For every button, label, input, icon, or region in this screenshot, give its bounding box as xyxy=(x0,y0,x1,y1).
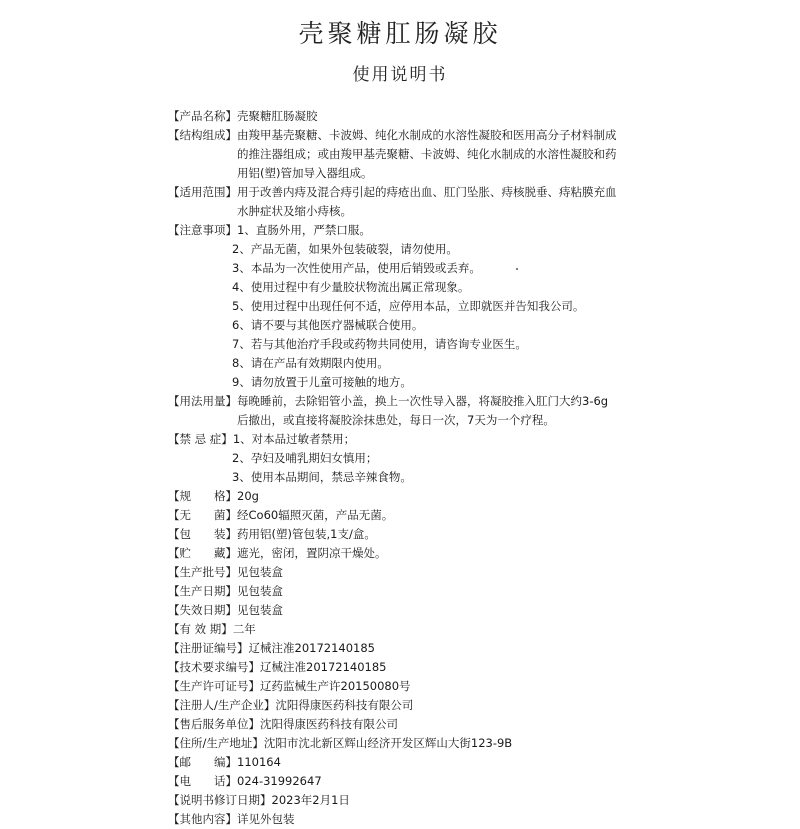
field-label: 【其他内容】 xyxy=(168,812,237,826)
field-row xyxy=(168,791,618,810)
field-value-text: 1、直肠外用，严禁口服。 xyxy=(237,223,371,237)
field-value xyxy=(237,582,618,601)
field-value xyxy=(237,810,618,829)
field-value-text: 见包装盒 xyxy=(237,565,283,579)
field-value xyxy=(237,563,618,582)
field-row xyxy=(168,582,618,601)
field-label: 【生产许可证号】 xyxy=(168,679,260,693)
field-row xyxy=(168,601,618,620)
field-row xyxy=(168,126,618,183)
field-value xyxy=(260,715,618,734)
list-item: 3、本品为一次性使用产品，使用后销毁或丢弃。 xyxy=(232,261,481,275)
field-label: 【说明书修订日期】 xyxy=(168,793,272,807)
field-label: 【住所/生产地址】 xyxy=(168,736,264,750)
field-value-text: 辽械注准20172140185 xyxy=(260,660,387,674)
field-value xyxy=(237,753,618,772)
document-subtitle: 使用说明书 xyxy=(352,65,448,85)
field-value-text: 沈阳得康医药科技有限公司 xyxy=(260,717,398,731)
field-value xyxy=(275,696,618,715)
field-value xyxy=(237,506,618,525)
field-row xyxy=(168,430,618,449)
field-value-text: 详见外包装 xyxy=(237,812,295,826)
list-item: 5、使用过程中出现任何不适，应停用本品，立即就医并告知我公司。 xyxy=(232,299,585,313)
field-label: 【无 菌】 xyxy=(168,508,237,522)
field-value-text: 壳聚糖肛肠凝胶 xyxy=(237,109,318,123)
list-item: 9、请勿放置于儿童可接触的地方。 xyxy=(232,375,412,389)
field-label: 【结构组成】 xyxy=(168,128,237,142)
field-value-text: 由羧甲基壳聚糖、卡波姆、纯化水制成的水溶性凝胶和医用高分子材料制成的推注器组成；或由羧甲基壳聚糖、卡波姆、纯化水制成的水溶性凝胶和药用铝(塑)管加导入器组成。 xyxy=(237,128,617,180)
field-value xyxy=(237,487,618,506)
field-value-text: 见包装盒 xyxy=(237,584,283,598)
field-row xyxy=(168,544,618,563)
field-value-text: 用于改善内痔及混合痔引起的痔疮出血、肛门坠胀、痔核脱垂、痔粘膜充血水肿症状及缩小痔核。 xyxy=(237,185,617,218)
field-row xyxy=(168,677,618,696)
field-row xyxy=(168,696,618,715)
field-row xyxy=(168,563,618,582)
field-label: 【售后服务单位】 xyxy=(168,717,260,731)
field-label: 【注意事项】 xyxy=(168,223,237,237)
field-value xyxy=(237,544,618,563)
field-label: 【注册人/生产企业】 xyxy=(168,698,276,712)
field-row xyxy=(168,221,618,240)
field-value xyxy=(237,601,618,620)
field-value xyxy=(233,430,618,449)
field-value-text: 1、对本品过敏者禁用； xyxy=(232,432,356,446)
field-value-text: 经Co60辐照灭菌，产品无菌。 xyxy=(237,508,394,522)
field-value-text: 110164 xyxy=(237,755,281,769)
field-value xyxy=(237,107,618,126)
field-row xyxy=(168,810,618,829)
field-row xyxy=(168,392,618,430)
field-value-text: 每晚睡前，去除铝管小盖，换上一次性导入器，将凝胶推入肛门大约3-6g后撤出，或直接将凝胶涂抹患处，每日一次，7天为一个疗程。 xyxy=(237,394,609,427)
list-item: 4、使用过程中有少量胶状物流出属正常现象。 xyxy=(232,280,470,294)
field-row xyxy=(168,715,618,734)
field-label: 【失效日期】 xyxy=(168,603,237,617)
list-item: 6、请不要与其他医疗器械联合使用。 xyxy=(232,318,424,332)
field-label: 【生产批号】 xyxy=(168,565,237,579)
field-value-text: 沈阳市沈北新区辉山经济开发区辉山大街123-9B xyxy=(263,736,513,750)
field-row xyxy=(168,183,618,221)
field-value xyxy=(272,791,619,810)
field-row xyxy=(168,506,618,525)
field-value-text: 二年 xyxy=(232,622,256,636)
field-value-text: 遮光，密闭，置阴凉干燥处。 xyxy=(237,546,387,560)
field-label: 【注册证编号】 xyxy=(168,641,249,655)
scan-speck xyxy=(516,268,518,270)
field-row xyxy=(168,620,618,639)
field-value xyxy=(237,525,618,544)
field-row xyxy=(168,107,618,126)
field-value-text: 024-31992647 xyxy=(237,774,322,788)
field-value-text: 20g xyxy=(237,489,259,503)
list-item: 8、请在产品有效期限内使用。 xyxy=(232,356,389,370)
field-label: 【包 装】 xyxy=(168,527,237,541)
list-item: 2、产品无菌，如果外包装破裂，请勿使用。 xyxy=(232,242,458,256)
field-value xyxy=(233,620,618,639)
field-label: 【有 效 期】 xyxy=(168,622,233,636)
field-value xyxy=(237,183,618,221)
field-row xyxy=(168,753,618,772)
field-value-text: 2023年2月1日 xyxy=(271,793,350,807)
field-row xyxy=(168,772,618,791)
field-row xyxy=(168,734,618,753)
field-label: 【禁 忌 症】 xyxy=(168,432,233,446)
field-value-text: 沈阳得康医药科技有限公司 xyxy=(275,698,414,712)
field-value xyxy=(237,221,618,240)
field-row xyxy=(168,525,618,544)
list-item: 7、若与其他治疗手段或药物共同使用，请咨询专业医生。 xyxy=(232,337,527,351)
list-item: 2、孕妇及哺乳期妇女慎用； xyxy=(232,451,378,465)
list-item: 3、使用本品期间，禁忌辛辣食物。 xyxy=(232,470,412,484)
field-label: 【生产日期】 xyxy=(168,584,237,598)
document-title: 壳聚糖肛肠凝胶 xyxy=(298,19,502,48)
field-value xyxy=(237,392,618,430)
field-value-text: 辽械注准20172140185 xyxy=(248,641,375,655)
field-label: 【产品名称】 xyxy=(168,109,237,123)
field-label: 【适用范围】 xyxy=(168,185,237,199)
field-label: 【邮 编】 xyxy=(168,755,237,769)
field-value xyxy=(260,677,618,696)
field-row xyxy=(168,487,618,506)
field-label: 【电 话】 xyxy=(168,774,237,788)
field-label: 【规 格】 xyxy=(168,489,237,503)
field-value-text: 药用铝(塑)管包装,1支/盒。 xyxy=(237,527,376,541)
field-value xyxy=(237,772,618,791)
field-value xyxy=(264,734,618,753)
field-value xyxy=(249,639,619,658)
field-row xyxy=(168,639,618,658)
field-value-text: 辽药监械生产许20150080号 xyxy=(260,679,411,693)
field-label: 【用法用量】 xyxy=(168,394,237,408)
field-label: 【贮 藏】 xyxy=(168,546,237,560)
instruction-body xyxy=(168,107,618,829)
field-row xyxy=(168,658,618,677)
field-value xyxy=(237,126,618,183)
field-label: 【技术要求编号】 xyxy=(168,660,260,674)
field-value-text: 见包装盒 xyxy=(237,603,283,617)
field-value xyxy=(260,658,618,677)
